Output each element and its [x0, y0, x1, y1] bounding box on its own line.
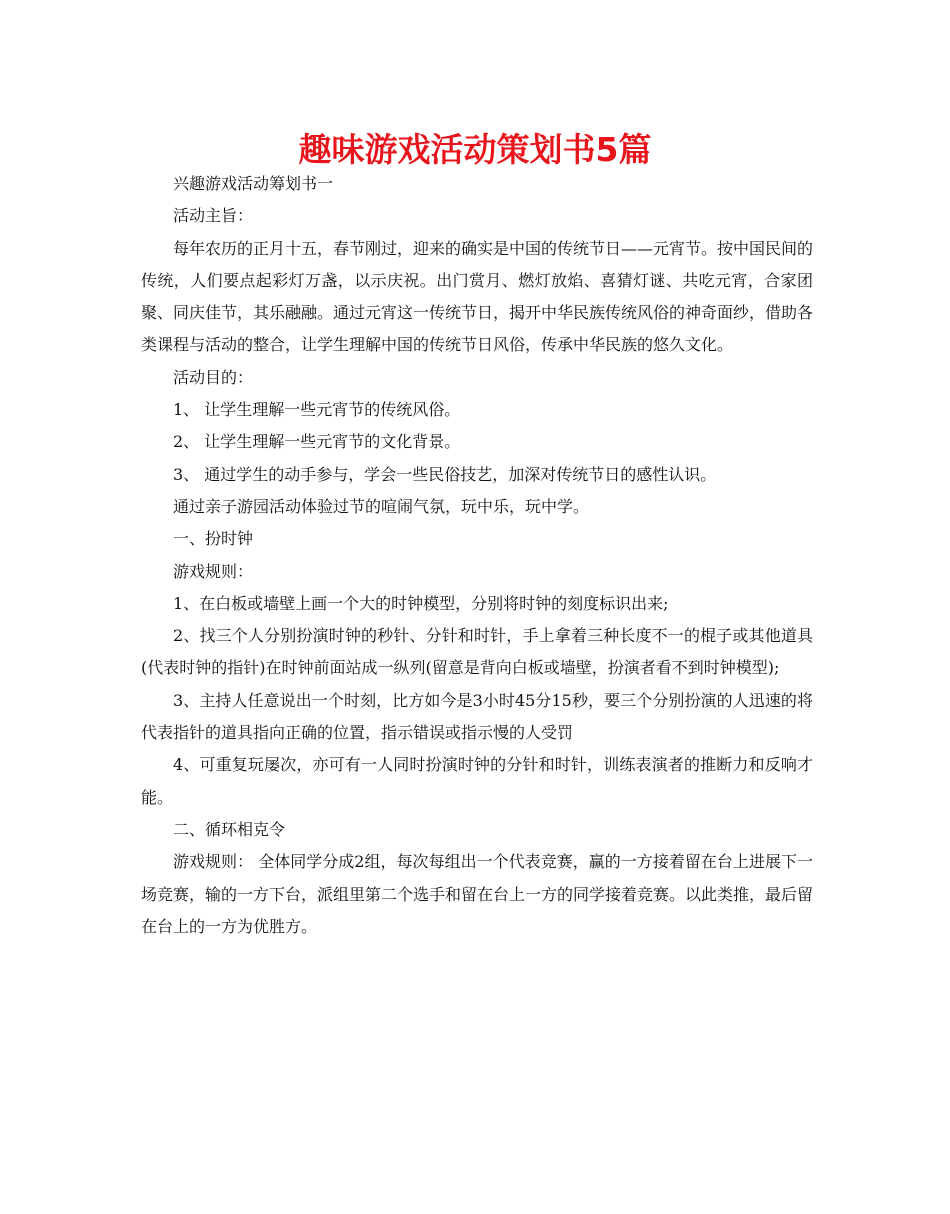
paragraph: 游戏规则：	[173, 561, 254, 581]
paragraph: 活动目的：	[173, 367, 254, 387]
paragraph: 活动主旨：	[173, 206, 254, 226]
paragraph: 每年农历的正月十五，春节刚过，迎来的确实是中国的传统节日——元宵节。按中国民间的传统，人们要点起彩灯万盏，以示庆祝。出门赏月、燃灯放焰、喜猜灯谜、共吃元宵，合家团聚、同庆佳节，其乐融融。通过元宵这一传统节日，揭开中华民族传统风俗的神奇面纱，借助各类课程与活动的整合，让学生理解中国的传统节日风俗，传承中华民族的悠久文化。	[141, 238, 814, 355]
paragraph: 通过亲子游园活动体验过节的喧闹气氛，玩中乐，玩中学。	[173, 496, 590, 516]
list-item: 3、主持人任意说出一个时刻，比方如今是3小时45分15秒，要三个分别扮演的人迅速的将代表指针的道具指向正确的位置，指示错误或指示慢的人受罚	[141, 690, 813, 743]
document-title: 趣味游戏活动策划书5篇	[298, 130, 652, 169]
list-item: 4、可重复玩屡次，亦可有一人同时扮演时钟的分针和时针，训练表演者的推断力和反响才能。	[141, 755, 813, 807]
paragraph: 兴趣游戏活动筹划书一	[173, 174, 334, 193]
list-item: 2、找三个人分别扮演时钟的秒针、分针和时针，手上拿着三种长度不一的棍子或其他道具(代表时钟的指针)在时钟前面站成一纵列(留意是背向白板或墙壁，扮演者看不到时钟模型);	[141, 626, 813, 678]
paragraph: 游戏规则： 全体同学分成2组，每次每组出一个代表竞赛，赢的一方接着留在台上进展下一场竞赛，输的一方下台，派组里第二个选手和留在台上一方的同学接着竞赛。以此类推，最后留在台上的一方为优胜方。	[141, 852, 814, 936]
list-item: 2、 让学生理解一些元宵节的文化背景。	[173, 432, 461, 452]
document-body	[141, 168, 813, 943]
list-item: 3、 通过学生的动手参与，学会一些民俗技艺，加深对传统节日的感性认识。	[173, 464, 717, 484]
list-item: 1、 让学生理解一些元宵节的传统风俗。	[173, 400, 461, 420]
section-heading: 一、扮时钟	[173, 529, 254, 549]
list-item: 1、在白板或墙壁上画一个大的时钟模型，分别将时钟的刻度标识出来;	[173, 593, 669, 613]
section-heading: 二、循环相克令	[173, 819, 286, 839]
